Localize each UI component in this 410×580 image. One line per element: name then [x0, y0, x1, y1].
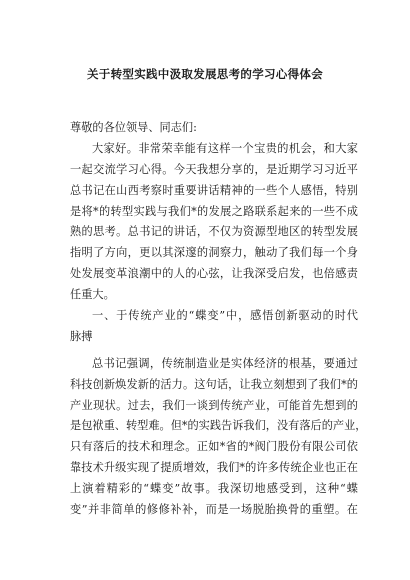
paragraph-line: 是包袱重、转型难。但*的实践告诉我们，没有落后的产业， [70, 419, 367, 433]
paragraph-1 [70, 139, 358, 306]
paragraph-line: 处发展变革浪潮中的人的心弦，让我深受启发，也倍感责 [70, 267, 358, 281]
paragraph-line: 产业现状。过去，我们一谈到传统产业，可能首先想到的 [70, 398, 358, 412]
paragraph-line: 一起交流学习心得。今天我想分享的，是近期学习习近平 [70, 162, 358, 176]
paragraph-2 [70, 354, 367, 521]
paragraph-line: 上演着精彩的“蝶变”故事。我深切地感受到，这种“蝶 [70, 482, 358, 496]
paragraph-line: 科技创新焕发新的活力。这句话，让我立刻想到了我们*的 [70, 377, 358, 391]
paragraph-line: 任重大。 [70, 288, 115, 302]
document-body [70, 118, 367, 521]
paragraph-line: 总书记强调，传统制造业是实体经济的根基，要通过 [92, 356, 358, 370]
paragraph-line: 总书记在山西考察时重要讲话精神的一些个人感悟，特别 [70, 183, 358, 197]
section-1-heading [70, 306, 358, 348]
heading-line: 脉搏 [70, 329, 93, 343]
paragraph-line: 熟的思考。总书记的讲话，不仅为资源型地区的转型发展 [70, 225, 358, 239]
paragraph-line: 只有落后的技术和理念。正如*省的*阀门股份有限公司依 [70, 440, 358, 454]
paragraph-line: 是将*的转型实践与我们*的发展之路联系起来的一些不成 [70, 204, 358, 218]
paragraph-line: 大家好。非常荣幸能有这样一个宝贵的机会，和大家 [92, 141, 358, 155]
paragraph-line: 靠技术升级实现了提质增效，我们*的许多传统企业也正在 [70, 461, 358, 475]
heading-line: 一、于传统产业的“蝶变”中，感悟创新驱动的时代 [92, 309, 358, 323]
salutation: 尊敬的各位领导、同志们: [70, 121, 197, 134]
document-title: 关于转型实践中汲取发展思考的学习心得体会 [87, 67, 323, 81]
paragraph-line: 变”并非简单的修修补补，而是一场脱胎换骨的重塑。在 [70, 503, 358, 517]
paragraph-line: 指明了方向，更以其深邃的洞察力，触动了我们每一个身 [70, 246, 358, 260]
